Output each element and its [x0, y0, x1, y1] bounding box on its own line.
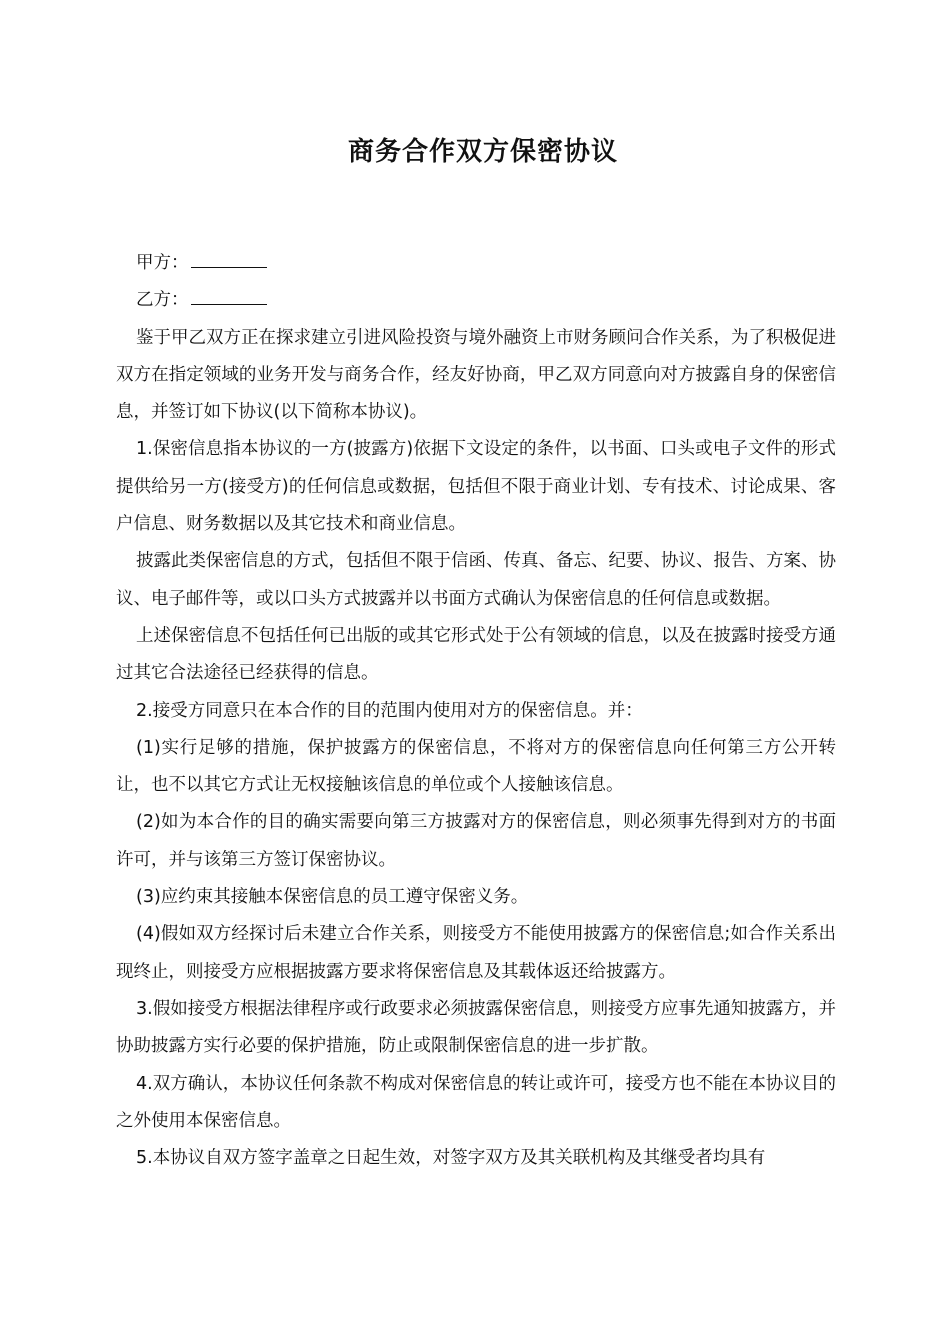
clause-2-item-3: (3)应约束其接触本保密信息的员工遵守保密义务。	[136, 887, 529, 908]
party-b-blank	[191, 303, 267, 305]
clause-2-item-2: (2)如为本合作的目的确实需要向第三方披露对方的保密信息，则必须事先得到对方的书面许可，并与该第三方签订保密协议。	[116, 812, 836, 870]
clause-2-item-1: (1)实行足够的措施，保护披露方的保密信息，不将对方的保密信息向任何第三方公开转让，也不以其它方式让无权接触该信息的单位或个人接触该信息。	[116, 737, 836, 796]
document-body	[116, 245, 836, 1177]
party-a-label: 甲方：	[136, 253, 189, 273]
clause-2-intro: 2.接受方同意只在本合作的目的范围内使用对方的保密信息。并：	[136, 700, 643, 721]
clause-4: 4.双方确认，本协议任何条款不构成对保密信息的转让或许可，接受方也不能在本协议目的之外使用本保密信息。	[116, 1073, 836, 1131]
party-a-blank	[191, 266, 267, 268]
clause-3: 3.假如接受方根据法律程序或行政要求必须披露保密信息，则接受方应事先通知披露方，并协助披露方实行必要的保护措施，防止或限制保密信息的进一步扩散。	[116, 998, 836, 1057]
party-b-line	[116, 282, 836, 319]
party-b-label: 乙方：	[136, 290, 189, 311]
clause-2-item-4: (4)假如双方经探讨后未建立合作关系，则接受方不能使用披露方的保密信息;如合作关系出现终止，则接受方应根据披露方要求将保密信息及其载体返还给披露方。	[116, 924, 836, 982]
clause-5: 5.本协议自双方签字盖章之日起生效，对签字双方及其关联机构及其继受者均具有	[136, 1148, 766, 1169]
document-title: 商务合作双方保密协议	[347, 137, 618, 167]
clause-1-exclusions: 上述保密信息不包括任何已出版的或其它形式处于公有领域的信息，以及在披露时接受方通过其它合法途径已经获得的信息。	[116, 625, 836, 684]
clause-1-disclosure-methods: 披露此类保密信息的方式，包括但不限于信函、传真、备忘、纪要、协议、报告、方案、协议、电子邮件等，或以口头方式披露并以书面方式确认为保密信息的任何信息或数据。	[116, 551, 836, 609]
preamble-paragraph: 鉴于甲乙双方正在探求建立引进风险投资与境外融资上市财务顾问合作关系，为了积极促进双方在指定领域的业务开发与商务合作，经友好协商，甲乙双方同意向对方披露自身的保密信息，并签订如下协议(以下简称本协议)。	[116, 327, 836, 423]
party-a-line	[116, 245, 836, 282]
clause-1-definition: 1.保密信息指本协议的一方(披露方)依据下文设定的条件，以书面、口头或电子文件的形式提供给另一方(接受方)的任何信息或数据，包括但不限于商业计划、专有技术、讨论成果、客户信息、财务数据以及其它技术和商业信息。	[116, 439, 836, 535]
